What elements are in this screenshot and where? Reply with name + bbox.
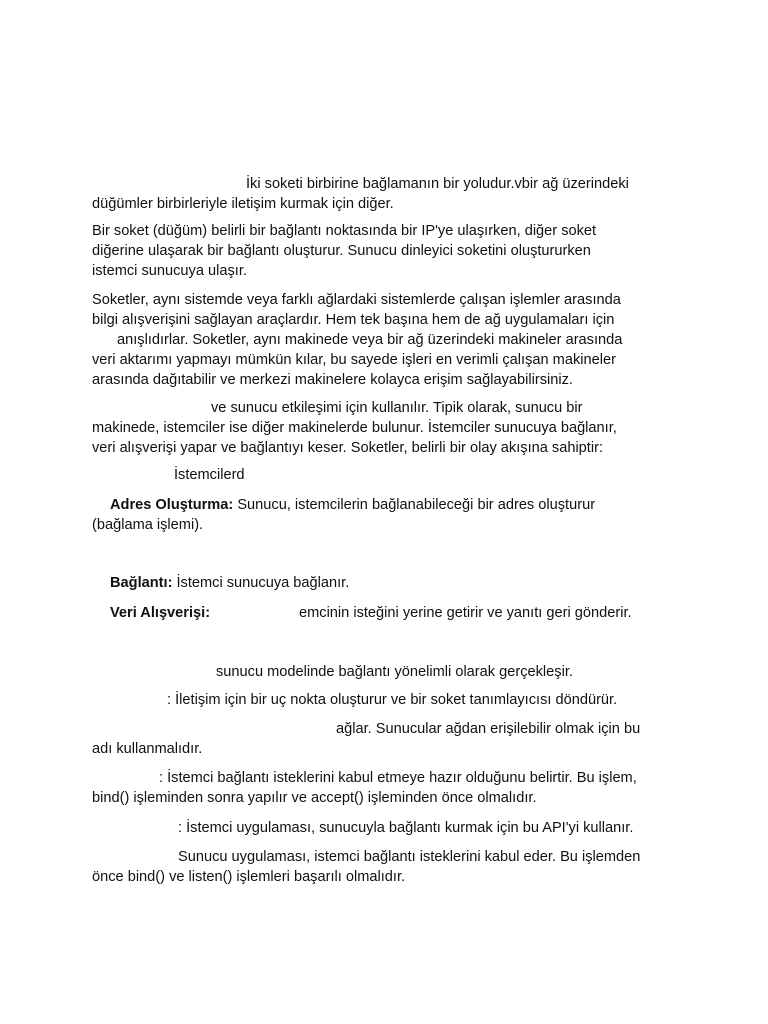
connection-line (110, 573, 349, 593)
address-creation-line-2: (bağlama işlemi). (92, 517, 204, 533)
paragraph-2-line-3: istemci sunucuya ulaşır. (92, 263, 247, 279)
paragraph-1-line-1: İki soketi birbirine bağlamanın bir yoludur.vbir ağ üzerindeki (246, 176, 629, 192)
paragraph-10-line-1: : İletişim için bir uç nokta oluşturur ve bir soket tanımlayıcısı döndürür. (167, 692, 618, 708)
paragraph-4-line-2: makinede, istemciler ise diğer makinelerde bulunur. İstemciler sunucuya bağlanır, (92, 420, 617, 436)
paragraph-14-line-1: Sunucu uygulaması, istemci bağlantı isteklerini kabul eder. Bu işlemden (178, 849, 641, 865)
paragraph-14-line-2: önce bind() ve listen() işlemleri başarılı olmalıdır. (92, 869, 406, 885)
paragraph-2-line-1: Bir soket (düğüm) belirli bir bağlantı noktasında bir IP'ye ulaşırken, diğer soket (92, 223, 597, 239)
paragraph-12-line-1: : İstemci bağlantı isteklerini kabul etmeye hazır olduğunu belirtir. Bu işlem, (159, 770, 637, 786)
paragraph-5-line-1: İstemcilerd (174, 467, 245, 483)
paragraph-4-line-3: veri alışverişi yapar ve bağlantıyı keser. Soketler, belirli bir olay akışına sahiptir: (92, 440, 604, 456)
address-creation-line-1 (110, 495, 595, 515)
paragraph-12-line-2: bind() işleminden sonra yapılır ve accept() işleminden önce olmalıdır. (92, 790, 537, 806)
address-creation-label: Adres Oluşturma: (110, 497, 234, 513)
data-exchange-text: emcinin isteğini yerine getirir ve yanıtı geri gönderir. (299, 605, 632, 621)
paragraph-3-line-4: veri aktarımı yapmayı mümkün kılar, bu sayede işleri en verimli çalışan makineler (92, 352, 616, 368)
paragraph-13-line-1: : İstemci uygulaması, sunucuyla bağlantı kurmak için bu API'yi kullanır. (178, 820, 634, 836)
paragraph-9-line-1: sunucu modelinde bağlantı yönelimli olarak gerçekleşir. (216, 664, 573, 680)
paragraph-3-line-2: bilgi alışverişini sağlayan araçlardır. Hem tek başına hem de ağ uygulamaları için (92, 312, 615, 328)
paragraph-3-line-1: Soketler, aynı sistemde veya farklı ağlardaki sistemlerde çalışan işlemler arasında (92, 292, 621, 308)
connection-label: Bağlantı: (110, 575, 173, 591)
paragraph-2-line-2: diğerine ulaşarak bir bağlantı oluşturur. Sunucu dinleyici soketini oluştururken (92, 243, 591, 259)
address-creation-text: Sunucu, istemcilerin bağlanabileceği bir adres oluşturur (233, 497, 596, 513)
paragraph-11-line-1: ağlar. Sunucular ağdan erişilebilir olmak için bu (336, 721, 641, 737)
paragraph-3-line-3: anışlıdırlar. Soketler, aynı makinede veya bir ağ üzerindeki makineler arasında (117, 332, 623, 348)
paragraph-4-line-1: ve sunucu etkileşimi için kullanılır. Tipik olarak, sunucu bir (211, 400, 583, 416)
paragraph-11-line-2: adı kullanmalıdır. (92, 741, 203, 757)
data-exchange-label: Veri Alışverişi: (110, 605, 211, 621)
paragraph-1-line-2: düğümler birbirleriyle iletişim kurmak için diğer. (92, 196, 394, 212)
paragraph-3-line-5: arasında dağıtabilir ve merkezi makinelere kolayca erişim sağlayabilirsiniz. (92, 372, 573, 388)
connection-text: İstemci sunucuya bağlanır. (172, 575, 350, 591)
